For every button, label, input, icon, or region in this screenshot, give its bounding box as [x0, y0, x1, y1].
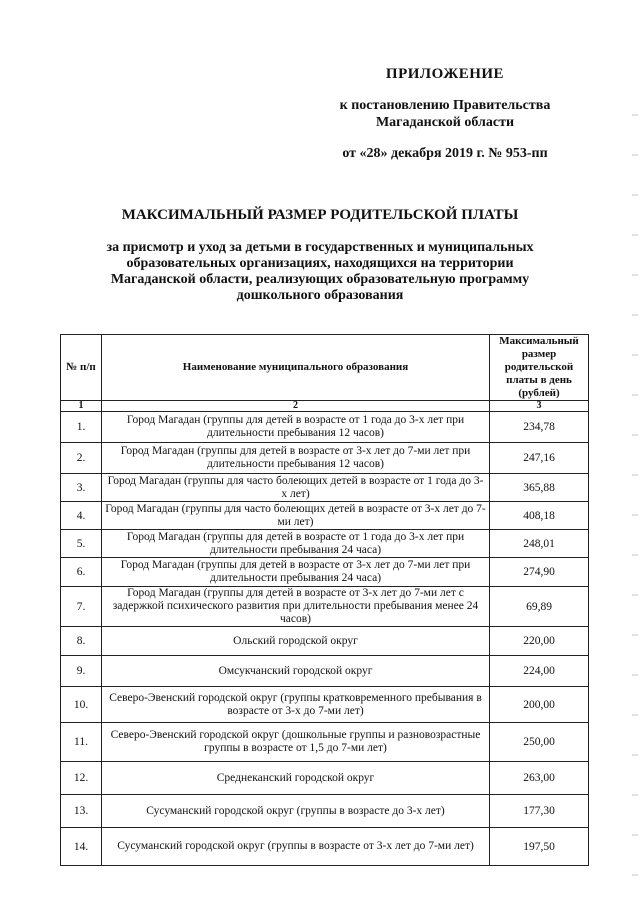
row-num: 6. [61, 558, 102, 587]
table-row [61, 474, 589, 502]
table-header-row [61, 335, 589, 401]
decree-date-number: от «28» декабря 2019 г. № 953-пп [342, 146, 548, 161]
row-num: 12. [61, 762, 102, 795]
row-name: Омсукчанский городской округ [102, 656, 490, 687]
row-num: 7. [61, 587, 102, 627]
row-name: Северо-Эвенский городской округ (дошкольные группы и разновозрастные группы в возрасте от 1,5 до 7-ми лет) [102, 723, 490, 762]
row-num: 2. [61, 443, 102, 474]
table-row [61, 795, 589, 828]
row-name: Город Магадан (группы для детей в возрасте от 3-х лет до 7-ми лет при длительности пребывания 24 часа) [102, 558, 490, 587]
row-num: 13. [61, 795, 102, 828]
row-name: Город Магадан (группы для детей в возрасте от 3-х лет до 7-ми лет при длительности пребывания 12 часов) [102, 443, 490, 474]
fee-table [60, 334, 589, 866]
table-row [61, 502, 589, 530]
row-price: 250,00 [490, 723, 589, 762]
header-price: Максимальный размер родительской платы в день (рублей) [490, 335, 589, 401]
index-cell: 3 [490, 401, 589, 412]
row-price: 365,88 [490, 474, 589, 502]
row-name: Сусуманский городской округ (группы в возрасте от 3-х лет до 7-ми лет) [102, 828, 490, 866]
table-row [61, 412, 589, 443]
row-price: 234,78 [490, 412, 589, 443]
row-price: 200,00 [490, 687, 589, 723]
row-price: 197,50 [490, 828, 589, 866]
row-num: 9. [61, 656, 102, 687]
subtitle-line: образовательных организациях, находящихся на территории [126, 256, 514, 271]
row-num: 11. [61, 723, 102, 762]
row-price: 224,00 [490, 656, 589, 687]
table-row [61, 762, 589, 795]
row-num: 1. [61, 412, 102, 443]
subtitle-line: за присмотр и уход за детьми в государственных и муниципальных [106, 240, 534, 255]
row-name: Среднеканский городской округ [102, 762, 490, 795]
index-cell: 2 [102, 401, 490, 412]
row-price: 263,00 [490, 762, 589, 795]
row-name: Город Магадан (группы для детей в возрасте от 1 года до 3-х лет при длительности пребывания 12 часов) [102, 412, 490, 443]
header-num: № п/п [61, 335, 102, 401]
row-num: 4. [61, 502, 102, 530]
row-name: Северо-Эвенский городской округ (группы кратковременного пребывания в возрасте от 3-х до 7-ми лет) [102, 687, 490, 723]
row-num: 5. [61, 530, 102, 558]
table-row [61, 530, 589, 558]
row-price: 69,89 [490, 587, 589, 627]
appendix-title: ПРИЛОЖЕНИЕ [385, 66, 505, 82]
row-price: 220,00 [490, 627, 589, 656]
row-price: 177,30 [490, 795, 589, 828]
row-num: 10. [61, 687, 102, 723]
row-name: Сусуманский городской округ (группы в возрасте до 3-х лет) [102, 795, 490, 828]
row-num: 14. [61, 828, 102, 866]
table-row [61, 656, 589, 687]
row-price: 247,16 [490, 443, 589, 474]
table-row [61, 687, 589, 723]
row-name: Город Магадан (группы для детей в возрасте от 3-х лет до 7-ми лет с задержкой психического развития при длительности пребывания менее 24 часов) [102, 587, 490, 627]
table-row [61, 627, 589, 656]
row-name: Город Магадан (группы для часто болеющих детей в возрасте от 1 года до 3-х лет) [102, 474, 490, 502]
subtitle-line: Магаданской области, реализующих образовательную программу [110, 272, 530, 287]
row-price: 408,18 [490, 502, 589, 530]
row-price: 248,01 [490, 530, 589, 558]
subtitle-line: дошкольного образования [236, 288, 404, 303]
document-subtitle [60, 240, 580, 304]
table-row [61, 443, 589, 474]
table-row [61, 723, 589, 762]
decree-region: Магаданской области [375, 115, 515, 130]
row-name: Город Магадан (группы для часто болеющих детей в возрасте от 3-х лет до 7-ми лет) [102, 502, 490, 530]
decree-reference: к постановлению Правительства [339, 98, 551, 113]
scan-edge-artifact [632, 100, 638, 880]
row-name: Город Магадан (группы для детей в возрасте от 1 года до 3-х лет при длительности пребывания 24 часа) [102, 530, 490, 558]
table-index-row [61, 401, 589, 412]
header-name: Наименование муниципального образования [102, 335, 490, 401]
table-row [61, 828, 589, 866]
row-num: 3. [61, 474, 102, 502]
table-row [61, 587, 589, 627]
row-price: 274,90 [490, 558, 589, 587]
table-row [61, 558, 589, 587]
row-num: 8. [61, 627, 102, 656]
document-title: МАКСИМАЛЬНЫЙ РАЗМЕР РОДИТЕЛЬСКОЙ ПЛАТЫ [121, 207, 519, 223]
row-name: Ольский городской округ [102, 627, 490, 656]
index-cell: 1 [61, 401, 102, 412]
